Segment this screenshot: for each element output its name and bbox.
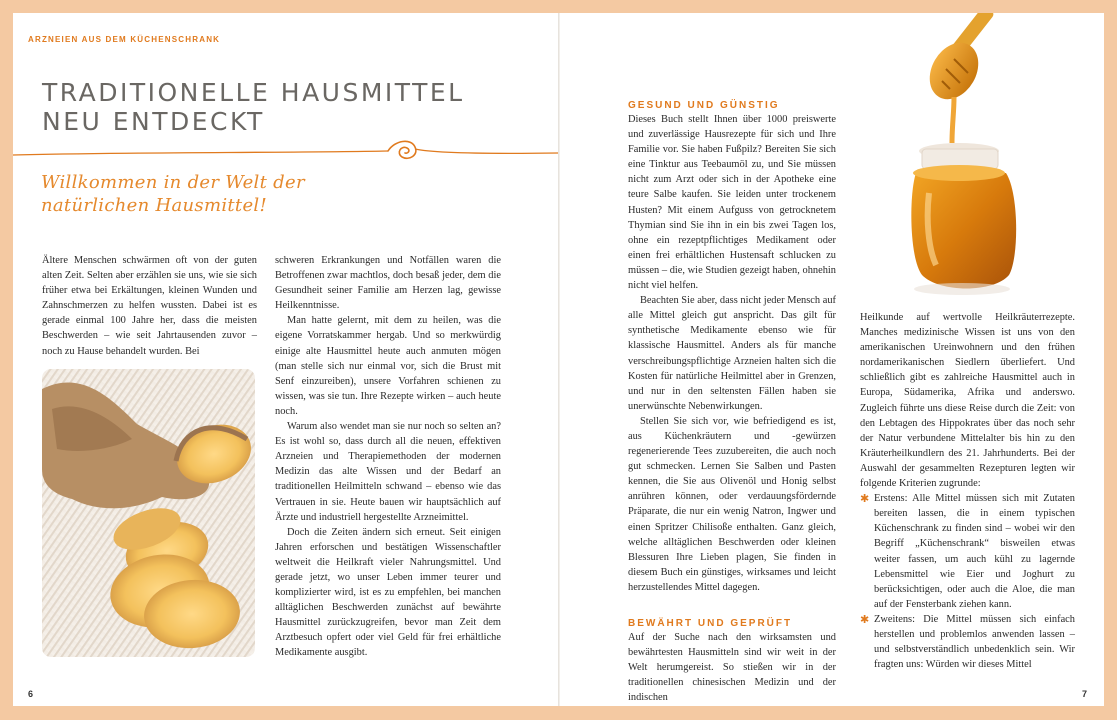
text-column-1 — [42, 253, 257, 359]
right-page — [560, 13, 1104, 706]
running-header: ARZNEIEN AUS DEM KÜCHENSCHRANK — [28, 35, 221, 44]
list-item: ✱ Zweitens: Die Mittel müssen sich einfach herstellen und problemlos anwenden lassen – und selbstverständlich unbedenklich sein. Wir fragten uns: Würden wir dieses Mittel — [860, 612, 1075, 671]
page-subtitle: Willkommen in der Welt der natürlichen Hausmittel! — [41, 172, 305, 216]
paragraph: Heilkunde auf wertvolle Heilkräuterrezepte. Manches medizinische Wissen ist uns von den amerikanischen Ureinwohnern und den frühen nordamerikanischen Siedlern überliefert. Und schließlich gibt es zahlreiche Hausmittel auch in Europa, Südamerika, Afrika und anderswo. Zugleich führte uns diese Reise durch die Zeit: von den Lebtagen des Hippokrates über das noch sehr der Natur verbundene Mittelalter bis hin zu den Kräuterheilkundlern des 21. Jahrhunderts. Bei der Auswahl der gesammelten Rezepturen legten wir folgende Kriterien zugrunde: — [860, 312, 1075, 490]
title-line-1: TRADITIONELLE HAUSMITTEL — [42, 78, 465, 107]
paragraph: Doch die Zeiten ändern sich erneut. Seit einigen Jahren erforschen und bestätigen Wissenschaftler weltweit die Heilkraft vieler Nahrungsmittel. Und gerade jetzt, wo unser Leben immer teurer und komplizierter wird, ist es zu empfehlen, bei manchen alltäglichen Beschwerden zunächst auf bewährte Hausmittel zurückzugreifen, bevor man Zeit dem Arztbesuch opfert oder viel Geld für frei erhältliche Medikamente ausgibt. — [275, 526, 501, 659]
page-number: 6 — [28, 689, 34, 699]
title-line-2: NEU ENTDECKT — [42, 107, 265, 136]
text-column-3 — [628, 100, 836, 705]
paragraph: Beachten Sie aber, dass nicht jeder Mensch auf alle Mittel gleich gut anspricht. Das gilt für synthetische Medikamente ebenso wie für klassische Hausmittel. Anders als für manche verschreibungspflichtige Arzneien halten sich die Kosten für natürliche Heilmittel aber in Grenzen, und nur in den seltensten Fällen haben sie unerwünschte Nebenwirkungen. — [628, 295, 836, 412]
page-title — [42, 78, 465, 136]
text-column-2 — [275, 253, 501, 661]
section-heading: GESUND UND GÜNSTIG — [628, 100, 780, 111]
paragraph: Warum also wendet man sie nur noch so selten an? Es ist wohl so, dass durch all die neuen, effektiven Arzneien und Therapiemethoden der modernen Medizin das alte Wissen und der Bedarf an traditionellen Heilmitteln schwand – ebenso wie das Vertrauen in sie. Heute bauen wir hauptsächlich auf Ärzte und industriell hergestellte Arzneimittel. — [275, 421, 501, 523]
paragraph: Auf der Suche nach den wirksamsten und bewährtesten Hausmitteln sind wir weit in der Welt herumgereist. So stießen wir in der traditionellen chinesischen Medizin und der indischen — [628, 632, 836, 704]
paragraph: Man hatte gelernt, mit dem zu heilen, was die eigene Vorratskammer hergab. Und so merkwürdig einige alte Hausmittel heute auch anmuten mögen (man stelle sich nur einmal vor, sich die Brust mit Senf einzureiben), unsere Vorfahren schienen zu wissen, was sie tun. Ihre Rezepte wirken – auch heute noch. — [275, 315, 501, 417]
paragraph: schweren Erkrankungen und Notfällen waren die Betroffenen zwar machtlos, doch besaß jeder, dem die Gesundheit seiner Familie am Herzen lag, gewisse Heilkenntnisse. — [275, 255, 501, 312]
section-heading: BEWÄHRT UND GEPRÜFT — [628, 618, 793, 629]
star-icon: ✱ — [860, 612, 870, 626]
left-page — [13, 13, 558, 706]
ginger-photo — [42, 369, 255, 657]
page-number: 7 — [1082, 689, 1088, 699]
honey-jar-photo — [904, 13, 1104, 313]
star-icon: ✱ — [860, 492, 870, 506]
paragraph: Stellen Sie sich vor, wie befriedigend es ist, aus Küchenkräutern und -gewürzen regenerierende Tees zuzubereiten, die auch noch gut schmecken. Lernen Sie Salben und Pasten kennen, die Sie aus Olivenöl und Honig selbst anrühren können, oder verdauungsfördernde Präparate, die nur ein wenig Natron, Ingwer und einen Spritzer Chilisoße enthalten. Ganz gleich, welche alltäglichen Beschwerden oder kleinen Blessuren Ihre Lieben plagen, Sie finden in diesem Buch ein günstiges, wirksames und leicht herzustellendes Mittel dagegen. — [628, 415, 836, 593]
paragraph: Ältere Menschen schwärmen oft von der guten alten Zeit. Selten aber erzählen sie uns, wie sie sich früher etwa bei Erkältungen, kleinen Wunden und Zahnschmerzen zu helfen wussten. Dabei ist es gerade einmal 100 Jahre her, dass die meisten Beschwerden – wie seit Jahrtausenden zuvor – noch zu Hause behandelt wurden. Bei — [42, 255, 257, 357]
paragraph: Dieses Buch stellt Ihnen über 1000 preiswerte und zuverlässige Hausrezepte für sich und Ihre Familie vor. Sie haben Fußpilz? Bereiten Sie sich eine Tinktur aus Teebaumöl zu, und Sie müssen nicht zum Arzt oder sich in der Apotheke eine teure Salbe kaufen. Sie leiden unter trockenem Husten? Mit einem Aufguss von getrocknetem Thymian sind Sie ihn in ein bis zwei Tagen los, ohne ein rezeptpflichtiges Medikament oder einen frei erhältlichen Hustensaft schlucken zu müssen – die, wie Studien gezeigt haben, ohnehin nicht viel helfen. — [628, 114, 836, 292]
list-item: ✱ Erstens: Alle Mittel müssen sich mit Zutaten bereiten lassen, die in einem typischen Küchenschrank zu finden sind – wobei wir den Begriff „Küchenschrank“ bisweilen etwas weiter fassen, um auch kühl zu lagernde Lebensmittel wie Eier und Joghurt zu berücksichtigen, oder auch die Aloe, die man auf der Fensterbank ziehen kann. — [860, 492, 1075, 610]
text-column-4 — [860, 310, 1075, 672]
